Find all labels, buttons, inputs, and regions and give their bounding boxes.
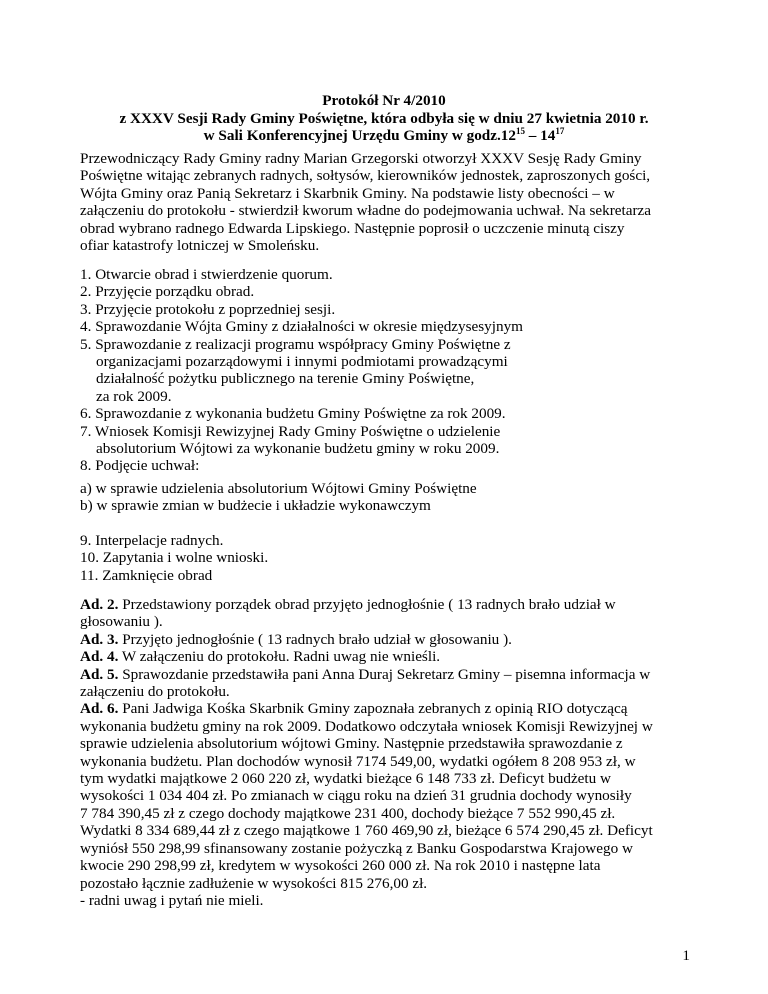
session-line: z XXXV Sesji Rady Gminy Poświętne, która odbyła się w dniu 27 kwietnia 2010 r. [119, 109, 649, 127]
agenda-item: 9. Interpelacje radnych. [80, 532, 224, 549]
agenda-item: 6. Sprawozdanie z wykonania budżetu Gminy Poświętne za rok 2009. [80, 405, 506, 423]
ad6-line: Wydatki 8 334 689,44 zł z czego majątkowe 1 760 469,90 zł, bieżące 6 574 290,45 zł. Deficyt [80, 822, 653, 840]
ad6-line: Ad. 6. Pani Jadwiga Kośka Skarbnik Gminy zapoznała zebranych z opinią RIO dotyczącą [80, 700, 628, 718]
intro-line: obrad wybrano radnego Edwarda Lipskiego. Następnie poprosił o uczczenie minutą ciszy [80, 219, 625, 237]
intro-line: załączeniu do protokołu - stwierdził kworum władne do podejmowania uchwał. Na sekretarza [80, 202, 652, 220]
location-time-line: w Sali Konferencyjnej Urzędu Gminy w $godz.12^{15} - 14^{17}$ [203, 126, 565, 144]
protocol-title: Protokół Nr 4/2010 [322, 92, 446, 109]
agenda-item-continuation: absolutorium Wójtowi za wykonanie budżetu gminy w roku 2009. [96, 440, 500, 458]
intro-line: Poświętne witając zebranych radnych, sołtysów, kierowników jednostek, zaproszonych gości, [80, 167, 651, 185]
agenda-list-continued [80, 532, 700, 584]
ad6-line: kwocie 290 298,99 zł, kredytem w wysokości 260 000 zł. Na rok 2010 i następne lata [80, 857, 601, 875]
ad4-line: Ad. 4. W załączeniu do protokołu. Radni uwag nie wnieśli. [80, 648, 441, 666]
agenda-item: 10. Zapytania i wolne wnioski. [80, 549, 269, 567]
agenda-item-continuation: organizacjami pozarządowymi i innymi podmiotami prowadzącymi [96, 353, 508, 371]
page-number: 1 [682, 947, 690, 964]
resolution-item: a) w sprawie udzielenia absolutorium Wójtowi Gminy Poświętne [80, 480, 477, 497]
agenda-item-continuation: za rok 2009. [96, 387, 172, 405]
intro-line: ofiar katastrofy lotniczej w Smoleńsku. [80, 237, 320, 255]
document-header [80, 92, 688, 145]
ad6-line: - radni uwag i pytań nie mieli. [80, 891, 264, 909]
ad6-line: wykonania budżetu gminy na rok 2009. Dodatkowo odczytała wniosek Komisji Rewizyjnej w [80, 717, 653, 735]
ad6-line: wysokości 1 034 404 zł. Po zmianach w ciągu roku na dzień 31 grudnia dochody wynosiły [80, 787, 632, 805]
agenda-item: 8. Podjęcie uchwał: [80, 457, 200, 475]
agenda-item: 2. Przyjęcie porządku obrad. [80, 283, 255, 301]
ad6-line: pozostało łącznie zadłużenie w wysokości 815 276,00 zł. [80, 874, 428, 892]
agenda-item-continuation: działalność pożytku publicznego na terenie Gminy Poświętne, [96, 370, 475, 388]
agenda-item: 7. Wniosek Komisji Rewizyjnej Rady Gminy Poświętne o udzielenie [80, 422, 501, 440]
ad6-line: sprawie udzielenia absolutorium wójtowi Gminy. Następnie przedstawiła sprawozdanie z [80, 735, 623, 753]
intro-line: Wójta Gminy oraz Panią Sekretarz i Skarbnik Gminy. Na podstawie listy obecności – w [80, 184, 615, 202]
intro-paragraph [80, 150, 700, 254]
ad6-line: 7 784 390,45 zł z czego dochody majątkowe 231 400, dochody bieżące 7 552 990,45 zł. [80, 804, 616, 822]
intro-line: Przewodniczący Rady Gminy radny Marian Grzegorski otworzył XXXV Sesję Rady Gminy [80, 150, 642, 167]
proceedings-section [80, 596, 700, 909]
ad6-line: wyniósł 550 298,99 sfinansowany zostanie pożyczką z Banku Gospodarstwa Krajowego w [80, 839, 633, 857]
ad2-line: Ad. 2. Przedstawiony porządek obrad przyjęto jednogłośnie ( 13 radnych brało udział w [80, 596, 616, 613]
ad2-line: głosowaniu ). [80, 613, 163, 631]
ad6-line: wykonania budżetu. Plan dochodów wynosił 7174 549,00, wydatki ogółem 8 208 953 zł, w [80, 752, 636, 770]
resolution-item: b) w sprawie zmian w budżecie i układzie wykonawczym [80, 497, 431, 515]
ad5-line: załączeniu do protokołu. [80, 683, 230, 701]
agenda-item: 1. Otwarcie obrad i stwierdzenie quorum. [80, 266, 333, 283]
resolutions-list [80, 480, 700, 515]
ad3-line: Ad. 3. Przyjęto jednogłośnie ( 13 radnych brało udział w głosowaniu ). [80, 630, 512, 648]
ad5-line: Ad. 5. Sprawozdanie przedstawiła pani Anna Duraj Sekretarz Gminy – pisemna informacja w [80, 665, 651, 683]
agenda-item: 5. Sprawozdanie z realizacji programu współpracy Gminy Poświętne z [80, 335, 511, 353]
agenda-list [80, 266, 700, 475]
ad6-line: tym wydatki majątkowe 2 060 220 zł, wydatki bieżące 6 148 733 zł. Deficyt budżetu w [80, 770, 611, 788]
agenda-item: 11. Zamknięcie obrad [80, 566, 213, 584]
agenda-item: 4. Sprawozdanie Wójta Gminy z działalności w okresie międzysesyjnym [80, 318, 523, 336]
agenda-item: 3. Przyjęcie protokołu z poprzedniej sesji. [80, 300, 336, 318]
